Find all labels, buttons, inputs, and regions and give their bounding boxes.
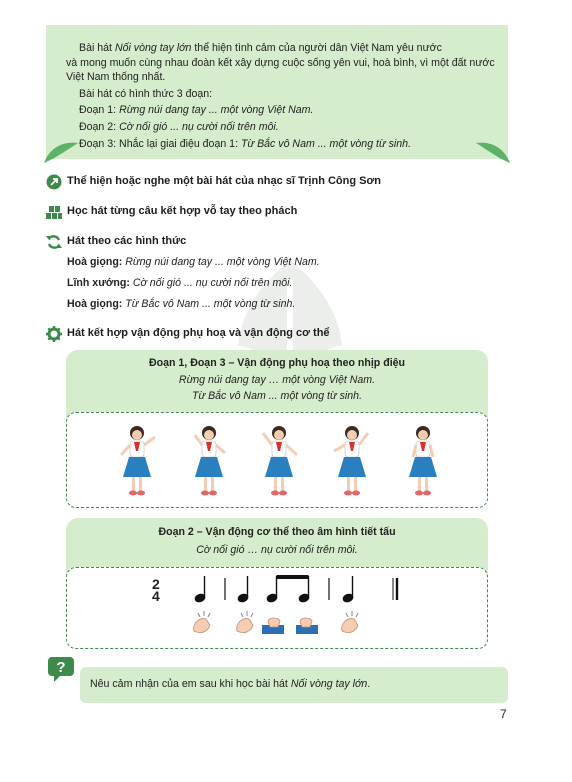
panel1-title: Đoạn 1, Đoạn 3 – Vận động phụ hoạ theo nhịp điệu <box>148 357 406 369</box>
leaf-corner-left <box>44 139 80 163</box>
panel2-lyric: Cờ nối gió … nụ cười nối trên môi. <box>196 544 358 556</box>
refresh-icon <box>46 234 62 250</box>
dance-figures <box>67 413 487 507</box>
intro-p1-line2: và mong muốn cùng nhau đoàn kết xây dựng cuộc sống yên vui, hoà bình, vì một đất nước <box>66 57 495 69</box>
intro-doan1: Đoạn 1: Rừng núi dang tay ... một vòng Việt Nam. <box>79 104 314 116</box>
intro-doan2: Đoạn 2: Cờ nối gió ... nụ cười nối trên môi. <box>79 121 279 133</box>
form-line-1: Hoà giọng: Rừng núi dang tay ... một vòng Việt Nam. <box>67 256 320 268</box>
eighth-notes-beamed <box>266 575 310 603</box>
intro-p2: Bài hát có hình thức 3 đoạn: <box>79 88 213 100</box>
section-3-title: Hát theo các hình thức <box>67 235 187 247</box>
question-icon <box>48 657 78 683</box>
dance-figures-box <box>66 412 488 508</box>
question-box <box>80 667 508 703</box>
intro-doan3: Đoạn 3: Nhắc lại giai điệu đoạn 1: Từ Bắc vô Nam ... một vòng từ sinh. <box>79 138 412 150</box>
leaf-corner-right <box>474 139 510 163</box>
panel1-lyric-2: Từ Bắc vô Nam ... một vòng từ sinh. <box>191 390 363 402</box>
svg-text:?: ? <box>56 659 66 676</box>
time-signature <box>152 578 160 602</box>
rhythm-notation <box>67 568 487 648</box>
blocks-icon <box>46 204 62 220</box>
panel1-lyric-1: Rừng núi dang tay … một vòng Việt Nam. <box>178 374 376 386</box>
quarter-note-2 <box>237 576 249 603</box>
section-2-title: Học hát từng câu kết hợp vỗ tay theo phách <box>67 205 298 217</box>
gear-icon <box>46 326 62 342</box>
form-line-3: Hoà giọng: Từ Bắc vô Nam ... một vòng từ sinh. <box>67 298 296 310</box>
intro-box <box>46 25 508 159</box>
dancer-2 <box>195 426 225 496</box>
pat-thigh-icon-2 <box>296 618 318 634</box>
clap-hands-icon-2 <box>237 611 253 633</box>
pat-thigh-icon-1 <box>262 618 284 634</box>
rhythm-box <box>66 567 488 649</box>
intro-p1-line1: Bài hát Nối vòng tay lớn thể hiện tình cảm của người dân Việt Nam yêu nước <box>79 42 442 54</box>
form-line-2: Lĩnh xướng: Cờ nối gió ... nụ cười nối trên môi. <box>67 277 293 289</box>
panel2-title: Đoạn 2 – Vận động cơ thể theo âm hình tiết tấu <box>158 526 396 538</box>
time-signature-top: 2 <box>152 576 160 592</box>
quarter-note-1 <box>194 576 206 603</box>
clap-hands-icon-3 <box>342 611 358 633</box>
dancer-3 <box>263 426 297 496</box>
dancer-1 <box>121 426 155 496</box>
page-number: 7 <box>500 707 507 721</box>
clap-hands-icon-1 <box>194 611 210 633</box>
section-1-title: Thể hiện hoặc nghe một bài hát của nhạc sĩ Trịnh Công Sơn <box>67 175 382 187</box>
section-4-title: Hát kết hợp vận động phụ hoạ và vận động cơ thể <box>67 327 330 339</box>
final-barline <box>393 578 397 600</box>
dancer-5 <box>409 426 437 496</box>
arrow-circle-icon <box>46 174 62 190</box>
intro-p1-line3: Việt Nam thống nhất. <box>66 71 166 83</box>
time-signature-bottom: 4 <box>152 588 160 604</box>
quarter-note-3 <box>342 576 354 603</box>
question-text: Nêu cảm nhận của em sau khi học bài hát Nối vòng tay lớn. <box>90 678 371 690</box>
dancer-4 <box>334 426 368 496</box>
